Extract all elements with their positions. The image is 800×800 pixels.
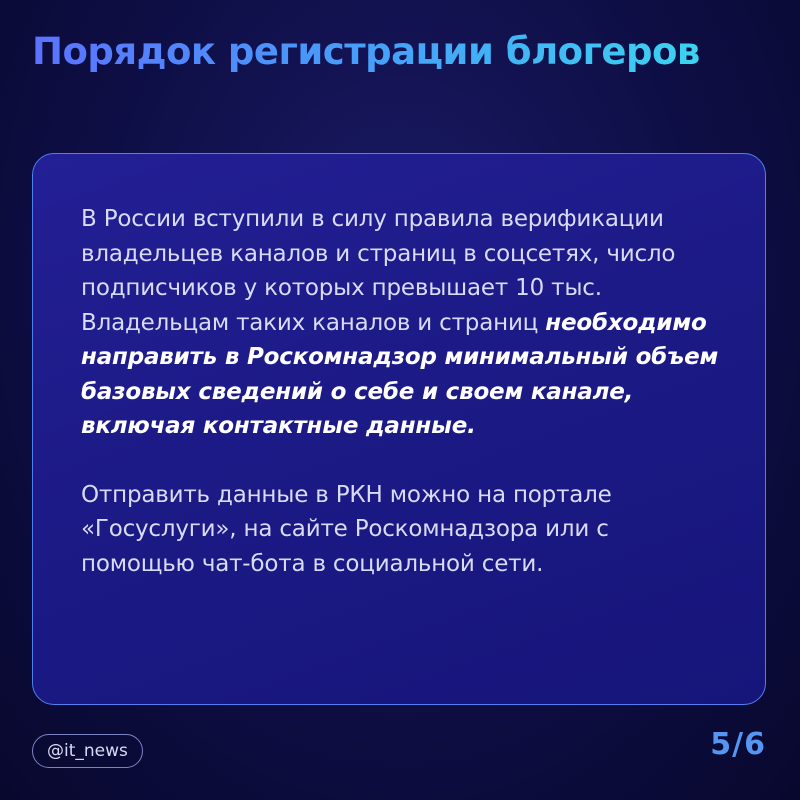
channel-handle-badge[interactable]: @it_news [32, 734, 143, 768]
page-indicator: 5/6 [710, 727, 766, 762]
info-paragraph-1-text: В России вступили в силу правила верификации владельцев каналов и страниц в соцсетях, число подписчиков у которых превышает 10 тыс. Владельцам таких каналов и страниц [81, 206, 676, 336]
info-paragraph-2: Отправить данные в РКН можно на портале «Госуслуги», на сайте Роскомнадзора или с помощью чат-бота в социальной сети. [81, 481, 612, 577]
info-card [32, 153, 766, 705]
info-paragraph-1 [81, 202, 725, 444]
info-paragraph-1-emphasis: необходимо направить в Роскомнадзор минимальный объем базовых сведений о себе и своем канале, включая контактные данные. [81, 309, 719, 439]
page-title: Порядок регистрации блогеров [32, 30, 700, 73]
